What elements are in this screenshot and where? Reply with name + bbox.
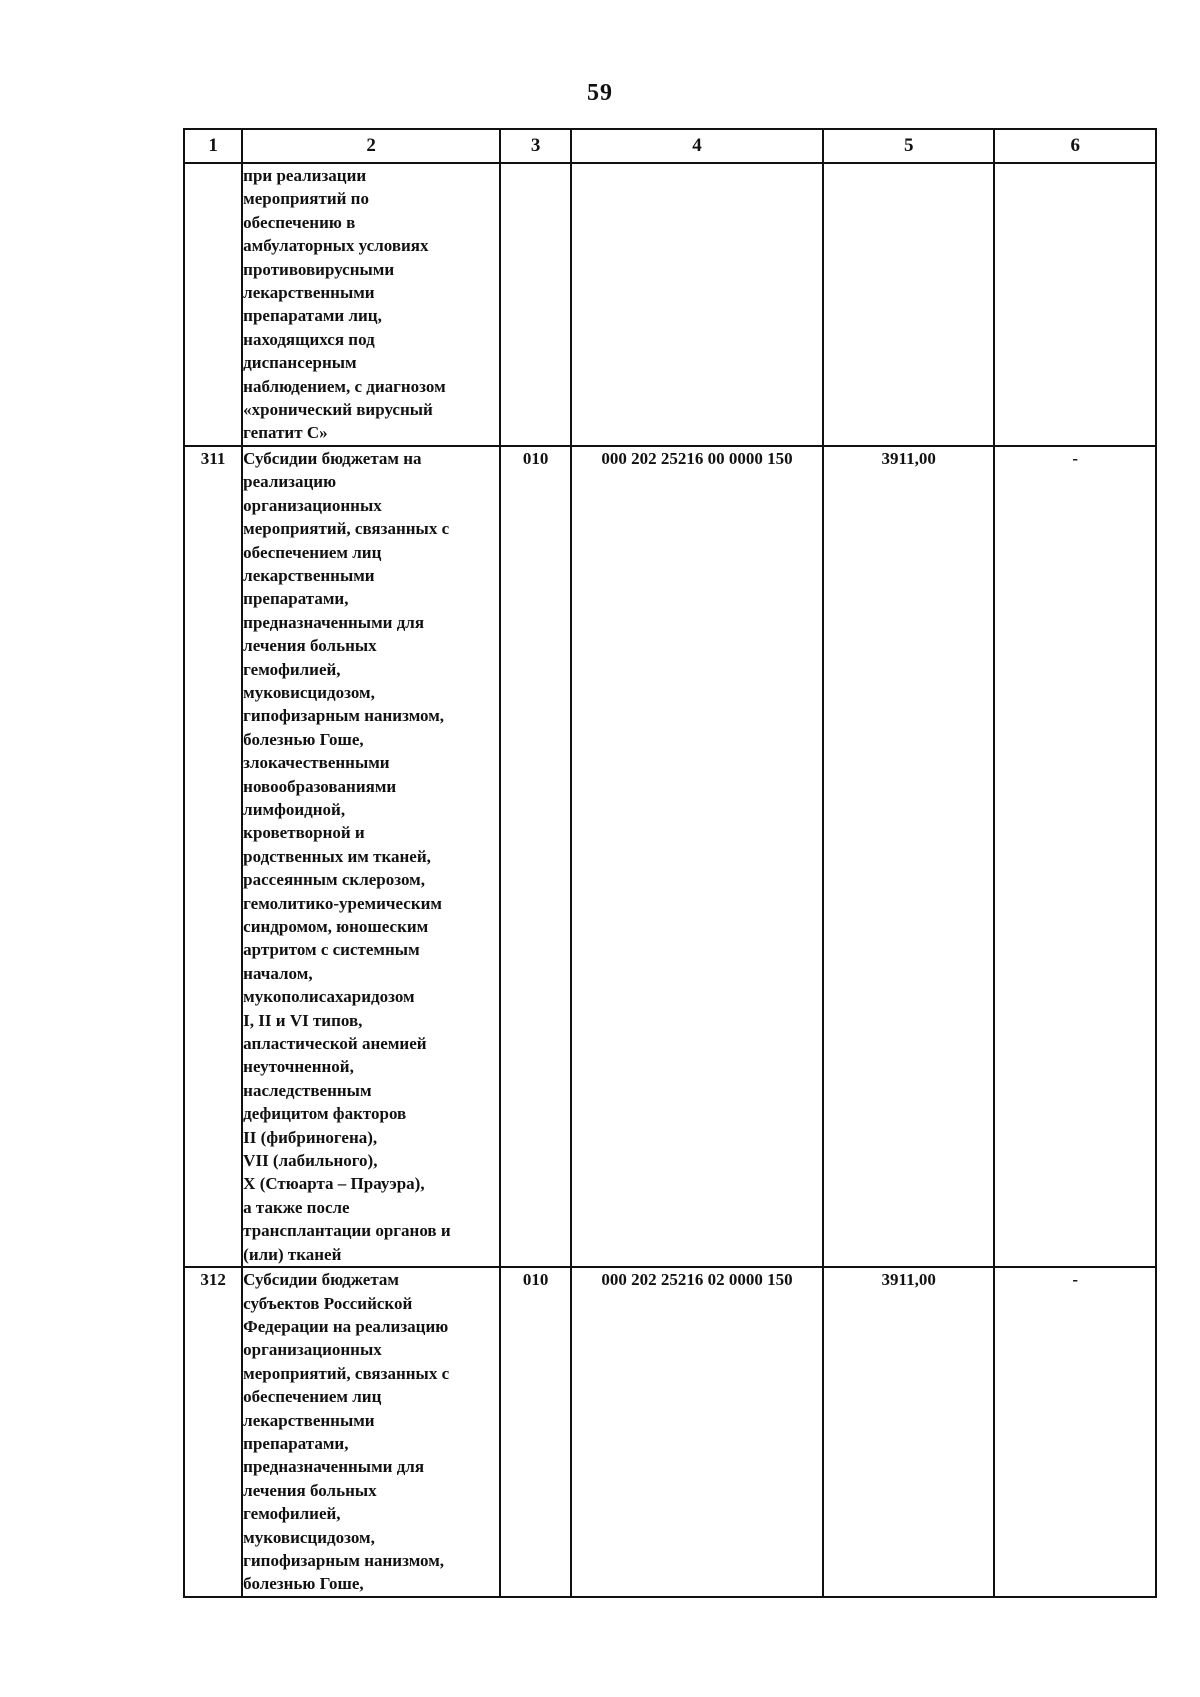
table-row (184, 1267, 1156, 1597)
row-amount: 3911,00 (823, 446, 995, 1267)
row-code-ministry: 010 (500, 1267, 571, 1597)
row-name: Субсидии бюджетам субъектов Российской Федерации на реализацию организационных мероприятий, связанных с обеспечением лиц лекарственными препаратами, предназначенными для лечения больных гемофилией, муковисцидозом, гипофизарным нанизмом, болезнью Гоше, (243, 1270, 450, 1594)
row-code-classification (571, 163, 823, 446)
table-row (184, 446, 1156, 1267)
row-code-ministry: 010 (500, 446, 571, 1267)
row-name: при реализации мероприятий по обеспечению в амбулаторных условиях противовирусными лекарственными препаратами лиц, находящихся под диспансерным наблюдением, с диагнозом «хронический вирусный гепатит С» (243, 166, 446, 443)
column-header-2: 2 (242, 129, 500, 163)
page-number: 59 (587, 80, 613, 106)
row-code-ministry (500, 163, 571, 446)
row-code-classification: 000 202 25216 00 0000 150 (571, 446, 823, 1267)
row-number: 311 (184, 446, 242, 1267)
row-amount (823, 163, 995, 446)
column-header-4: 4 (571, 129, 823, 163)
row-code-classification: 000 202 25216 02 0000 150 (571, 1267, 823, 1597)
row-name-cell (242, 1267, 500, 1597)
column-header-1: 1 (184, 129, 242, 163)
row-number (184, 163, 242, 446)
row-amount: 3911,00 (823, 1267, 995, 1597)
row-number: 312 (184, 1267, 242, 1597)
table-header-row (184, 129, 1156, 163)
column-header-5: 5 (823, 129, 995, 163)
row-col6: - (994, 446, 1156, 1267)
column-header-3: 3 (500, 129, 571, 163)
row-name-cell (242, 163, 500, 446)
row-name: Субсидии бюджетам на реализацию организационных мероприятий, связанных с обеспечением лиц лекарственными препаратами, предназначенными для лечения больных гемофилией, муковисцидозом, гипофизарным нанизмом, болезнью Гоше, злокачественными новообразованиями лимфоидной, кроветворной и родственных им тканей, рассеянным склерозом, гемолитико-уремическим синдромом, юношеским артритом с системным началом, мукополисахаридозом I, II и VI типов, апластической анемией неуточненной, наследственным дефицитом факторов II (фибриногена), VII (лабильного), X (Стюарта – Прауэра), а также после трансплантации органов и (или) тканей (243, 448, 451, 1264)
budget-table (183, 128, 1157, 1598)
row-name-cell (242, 446, 500, 1267)
column-header-6: 6 (994, 129, 1156, 163)
row-col6: - (994, 1267, 1156, 1597)
row-col6 (994, 163, 1156, 446)
table-row (184, 163, 1156, 446)
